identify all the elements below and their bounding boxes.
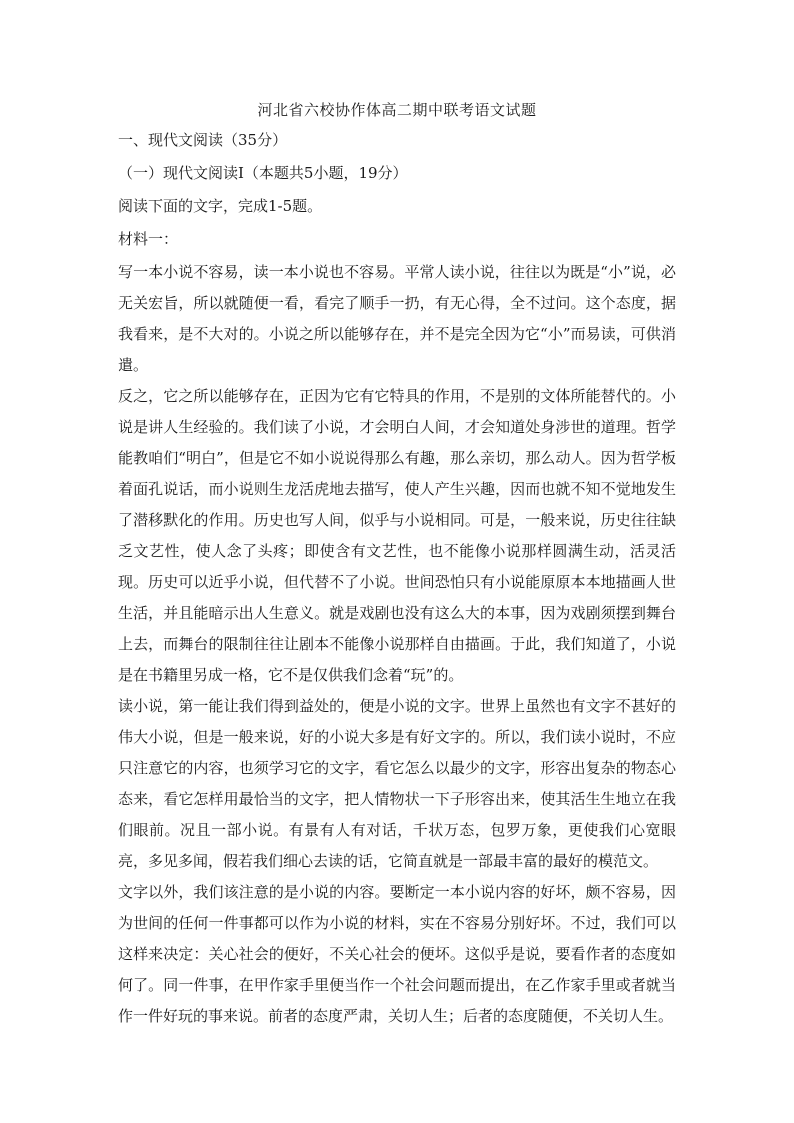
body-paragraph-1: 写一本小说不容易，读一本小说也不容易。平常人读小说，往往以为既是“小”说，必无关宏旨，所以就随便一看，看完了顺手一扔，有无心得，全不过问。这个态度，据我看来，是不大对的。小说之所以能够存在，并不是完全因为它“小”而易读，可供消遣。 [118, 263, 676, 374]
subsection-heading: （一）现代文阅读Ⅰ（本题共5小题，19分） [118, 164, 408, 182]
material-label: 材料一： [118, 230, 179, 248]
page-title: 河北省六校协作体高二期中联考语文试题 [257, 101, 537, 119]
section-heading: 一、现代文阅读（35分） [118, 131, 288, 149]
body-paragraph-2: 反之，它之所以能够存在，正因为它有它特具的作用，不是别的文体所能替代的。小说是讲人生经验的。我们读了小说，才会明白人间，才会知道处身涉世的道理。哲学能教咱们“明白”，但是它不如小说说得那么有趣，那么亲切，那么动人。因为哲学板着面孔说话，而小说则生龙活虎地去描写，使人产生兴趣，因而也就不知不觉地发生了潜移默化的作用。历史也写人间，似乎与小说相同。可是，一般来说，历史往往缺乏文艺性，使人念了头疼；即使含有文艺性，也不能像小说那样圆满生动，活灵活现。历史可以近乎小说，但代替不了小说。世间恐怕只有小说能原原本本地描画人世生活，并且能暗示出人生意义。就是戏剧也没有这么大的本事，因为戏剧须摆到舞台上去，而舞台的限制往往让剧本不能像小说那样自由描画。于此，我们知道了，小说是在书籍里另成一格，它不是仅供我们念着“玩”的。 [118, 387, 676, 684]
body-paragraph-4: 文字以外，我们该注意的是小说的内容。要断定一本小说内容的好坏，颇不容易，因为世间的任何一件事都可以作为小说的材料，实在不容易分别好坏。不过，我们可以这样来决定：关心社会的便好，不关心社会的便坏。这似乎是说，要看作者的态度如何了。同一件事，在甲作家手里便当作一个社会问题而提出，在乙作家手里或者就当作一件好玩的事来说。前者的态度严肃，关切人生；后者的态度随便，不关切人生。 [118, 883, 676, 1025]
body-paragraph-3: 读小说，第一能让我们得到益处的，便是小说的文字。世界上虽然也有文字不甚好的伟大小说，但是一般来说，好的小说大多是有好文字的。所以，我们读小说时，不应只注意它的内容，也须学习它的文字，看它怎么以最少的文字，形容出复杂的物态心态来，看它怎样用最恰当的文字，把人情物状一下子形容出来，使其活生生地立在我们眼前。况且一部小说。有景有人有对话，千状万态，包罗万象，更使我们心宽眼亮，多见多闻，假若我们细心去读的话，它简直就是一部最丰富的最好的模范文。 [118, 697, 676, 870]
instruction-text: 阅读下面的文字，完成1-5题。 [118, 197, 323, 215]
